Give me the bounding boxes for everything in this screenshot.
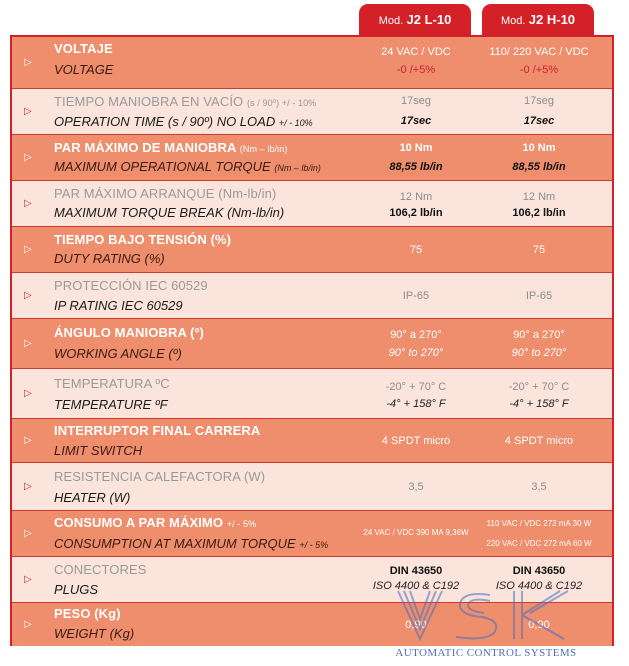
row-arrow-icon: ▷ <box>24 387 32 399</box>
value-h10-secondary: ISO 4400 & C192 <box>495 580 583 592</box>
model-prefix: Mod. <box>378 15 404 27</box>
label-es-text: PESO (Kg) <box>54 606 121 621</box>
label-en-unit: +/ - 5% <box>299 540 329 550</box>
value-l10-tolerance: -0 /+5% <box>396 64 436 76</box>
spec-row-consumption <box>12 511 612 557</box>
value-l10-secondary: -4° + 158° F <box>386 398 446 410</box>
value-l10-primary: 24 VAC / VDC 390 MA 9,36W <box>363 528 469 537</box>
label-es <box>54 325 204 340</box>
label-es <box>54 562 147 577</box>
label-es <box>54 376 170 391</box>
label-en-unit: +/ - 10% <box>278 118 313 128</box>
label-es-text: PAR MÁXIMO DE MANIOBRA <box>54 140 237 155</box>
row-arrow-icon: ▷ <box>24 151 32 163</box>
value-l10-primary: DIN 43650 <box>389 565 443 577</box>
label-en-text: WORKING ANGLE (º) <box>54 346 182 361</box>
model-prefix: Mod. <box>500 15 526 27</box>
label-es-unit: (Nm – lb/in) <box>239 144 288 154</box>
value-l10-primary: 10 Nm <box>399 142 433 154</box>
spec-row-operational-torque <box>12 135 612 181</box>
value-h10-primary: 75 <box>532 244 546 256</box>
value-h10-primary: 0,90 <box>528 619 550 631</box>
label-es-text: RESISTENCIA CALEFACTORA (W) <box>54 469 266 484</box>
spec-row-duty-rating <box>12 227 612 273</box>
label-en <box>54 62 113 77</box>
label-es-text: PROTECCIÓN IEC 60529 <box>54 278 208 293</box>
value-l10-primary: 0,90 <box>405 619 427 631</box>
value-l10-primary: 90° a 270° <box>390 329 442 341</box>
value-h10-secondary: -4° + 158° F <box>509 398 569 410</box>
label-es <box>54 606 121 621</box>
value-l10-secondary: 106,2 lb/in <box>389 207 443 219</box>
value-l10-primary: 4 SPDT micro <box>381 435 451 447</box>
value-h10-primary: 4 SPDT micro <box>504 435 574 447</box>
model-name: J2 L-10 <box>406 12 452 27</box>
label-en-text: IP RATING IEC 60529 <box>54 298 183 313</box>
label-es <box>54 469 265 484</box>
model-tab-j2-h10 <box>482 4 594 36</box>
label-en-text: MAXIMUM OPERATIONAL TORQUE <box>54 159 271 174</box>
value-h10-secondary: 90° to 270° <box>511 347 567 359</box>
row-arrow-icon: ▷ <box>24 480 32 492</box>
label-es <box>54 94 316 109</box>
label-en-unit: (Nm – lb/in) <box>274 163 321 173</box>
vsk-watermark <box>388 585 584 663</box>
value-l10-primary: 75 <box>409 244 423 256</box>
label-es <box>54 278 208 293</box>
spec-row-limit-switch <box>12 419 612 463</box>
row-arrow-icon: ▷ <box>24 243 32 255</box>
value-h10-secondary: 106,2 lb/in <box>512 207 566 219</box>
value-l10-primary: 12 Nm <box>399 191 433 203</box>
label-en <box>54 114 313 129</box>
spec-row-voltage <box>12 37 612 89</box>
label-en <box>54 582 98 597</box>
spec-table <box>10 35 614 646</box>
row-arrow-icon: ▷ <box>24 197 32 209</box>
label-es-unit: (s / 90º) +/ - 10% <box>246 98 317 108</box>
value-h10-tolerance: -0 /+5% <box>519 64 559 76</box>
value-h10-primary: -20° + 70° C <box>508 381 570 393</box>
row-arrow-icon: ▷ <box>24 56 32 68</box>
value-h10-primary: 17seg <box>524 95 554 107</box>
row-arrow-icon: ▷ <box>24 289 32 301</box>
label-es-unit: +/ - 5% <box>226 519 257 529</box>
label-es <box>54 515 256 530</box>
label-en-text: CONSUMPTION AT MAXIMUM TORQUE <box>54 536 296 551</box>
value-h10-secondary: 88,55 lb/in <box>512 161 566 173</box>
value-h10-primary: IP-65 <box>525 290 553 302</box>
value-l10-secondary: 90° to 270° <box>388 347 444 359</box>
label-es <box>54 232 231 247</box>
label-es-text: TEMPERATURA ºC <box>54 376 170 391</box>
value-l10-primary: -20° + 70° C <box>385 381 447 393</box>
value-l10-primary: IP-65 <box>402 290 430 302</box>
watermark-tagline: AUTOMATIC CONTROL SYSTEMS <box>395 647 577 659</box>
label-es-text: PAR MÁXIMO ARRANQUE (Nm-lb/in) <box>54 186 277 201</box>
spec-row-torque-break <box>12 181 612 227</box>
label-es <box>54 186 276 201</box>
label-en <box>54 298 183 313</box>
label-en-text: DUTY RATING (%) <box>54 251 165 266</box>
vsk-logo-icon <box>394 585 578 645</box>
value-l10-primary: 17seg <box>401 95 431 107</box>
label-es <box>54 41 113 56</box>
value-l10-secondary: 17sec <box>400 115 432 127</box>
value-h10-secondary: 220 VAC / VDC 272 mA 60 W <box>486 539 592 548</box>
label-en-text: LIMIT SWITCH <box>54 443 143 458</box>
model-name: J2 H-10 <box>528 12 576 27</box>
label-en-text: HEATER (W) <box>54 490 131 505</box>
row-arrow-icon: ▷ <box>24 434 32 446</box>
spec-row-ip-rating <box>12 273 612 319</box>
row-arrow-icon: ▷ <box>24 527 32 539</box>
value-h10-primary: 90° a 270° <box>513 329 565 341</box>
row-arrow-icon: ▷ <box>24 618 32 630</box>
model-header <box>0 4 629 36</box>
label-en-text: VOLTAGE <box>54 62 114 77</box>
value-h10-primary: DIN 43650 <box>512 565 566 577</box>
label-en <box>54 536 328 551</box>
label-es-text: VOLTAJE <box>54 41 113 56</box>
label-en-text: PLUGS <box>54 582 99 597</box>
label-en-text: WEIGHT (Kg) <box>54 626 135 641</box>
value-h10-primary: 110/ 220 VAC / VDC <box>489 46 589 58</box>
value-h10-primary: 110 VAC / VDC 272 mA 30 W <box>486 519 592 528</box>
value-l10-primary: 24 VAC / VDC <box>381 46 451 58</box>
label-en-text: OPERATION TIME (s / 90º) NO LOAD <box>54 114 276 129</box>
row-arrow-icon: ▷ <box>24 105 32 117</box>
label-en <box>54 490 130 505</box>
value-h10-secondary: 17sec <box>523 115 555 127</box>
label-es-text: TIEMPO BAJO TENSIÓN (%) <box>54 232 232 247</box>
value-l10-primary: 3,5 <box>408 481 424 493</box>
spec-row-operation-time <box>12 89 612 135</box>
value-h10-primary: 10 Nm <box>522 142 556 154</box>
label-es <box>54 423 260 438</box>
row-arrow-icon: ▷ <box>24 337 32 349</box>
label-es-text: TIEMPO MANIOBRA EN VACÍO <box>54 94 244 109</box>
label-en <box>54 626 134 641</box>
row-arrow-icon: ▷ <box>24 573 32 585</box>
label-es-text: INTERRUPTOR FINAL CARRERA <box>54 423 261 438</box>
label-en <box>54 443 142 458</box>
label-en <box>54 251 165 266</box>
label-en <box>54 205 284 220</box>
label-es-text: CONECTORES <box>54 562 147 577</box>
label-en-text: MAXIMUM TORQUE BREAK (Nm-lb/in) <box>54 205 285 220</box>
label-en <box>54 346 182 361</box>
label-es <box>54 140 287 155</box>
value-l10-secondary: ISO 4400 & C192 <box>372 580 460 592</box>
label-en-text: TEMPERATURE ºF <box>54 397 168 412</box>
model-tab-j2-l10 <box>359 4 471 36</box>
spec-row-temperature <box>12 369 612 419</box>
value-l10-secondary: 88,55 lb/in <box>389 161 443 173</box>
label-es-text: CONSUMO A PAR MÁXIMO <box>54 515 224 530</box>
label-en <box>54 159 321 174</box>
value-h10-primary: 3,5 <box>531 481 547 493</box>
spec-row-working-angle <box>12 319 612 369</box>
label-es-text: ÁNGULO MANIOBRA (º) <box>54 325 204 340</box>
value-h10-primary: 12 Nm <box>522 191 556 203</box>
label-en <box>54 397 168 412</box>
spec-row-heater <box>12 463 612 511</box>
